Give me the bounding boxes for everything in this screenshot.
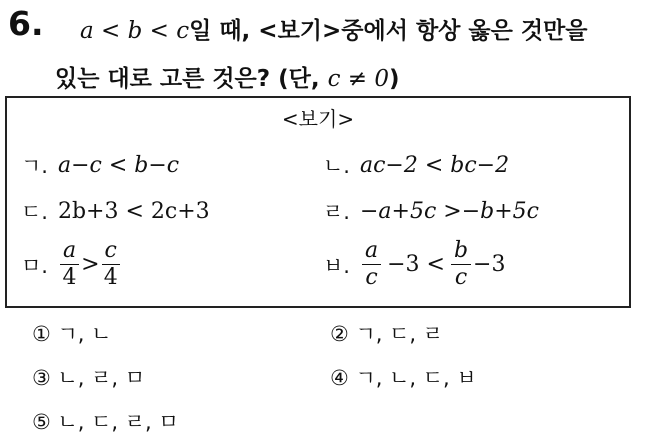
question-number: 6. [8,4,44,43]
fraction [362,238,381,291]
bogi-item-rieul [323,196,539,226]
denominator: c [454,265,468,290]
bogi-item-bieup [323,238,505,291]
item-mark: ㄹ. [323,200,350,224]
denominator: c [365,265,378,290]
choice-2[interactable]: ② ㄱ, ㄷ, ㄹ [330,322,444,346]
question-line-1 [80,12,587,45]
numerator: a [60,238,79,265]
question-text-end: ) [389,66,400,92]
denominator: 4 [103,265,118,290]
item-expression: ac−2 < bc−2 [359,152,510,178]
question-text-1: 일 때, <보기>중에서 항상 옳은 것만을 [189,18,588,44]
bogi-item-nieun [323,150,509,180]
item-mark: ㅂ. [323,253,350,278]
tail-expression: −3 [473,252,506,277]
fraction [102,238,120,291]
item-expression [58,238,122,291]
numerator: c [102,238,120,265]
bogi-title: <보기> [281,107,355,131]
bogi-box [5,96,631,308]
item-expression [360,238,506,291]
bogi-item-digeut [21,196,210,226]
bogi-item-giyeok [21,150,179,180]
operator: > [81,252,100,277]
item-expression: 2b+3 < 2c+3 [57,198,210,224]
condition-nonzero: c ≠ 0 [327,66,390,92]
condition-inequality: a < b < c [80,18,190,44]
item-mark: ㄴ. [323,154,350,178]
fraction [60,238,79,291]
item-expression: a−c < b−c [57,152,180,178]
choice-1[interactable]: ① ㄱ, ㄴ [32,322,112,346]
choice-4[interactable]: ④ ㄱ, ㄴ, ㄷ, ㅂ [330,366,477,390]
denominator: 4 [62,265,77,290]
numerator: b [451,238,471,265]
choice-5[interactable]: ⑤ ㄴ, ㄷ, ㄹ, ㅁ [32,410,179,434]
question-text-2: 있는 대로 고른 것은? (단, [55,66,328,92]
bogi-item-mieum [21,238,122,291]
middle-expression: −3 < [387,252,445,277]
item-expression: −a+5c >−b+5c [359,198,539,224]
question-line-2 [55,60,400,93]
item-mark: ㄱ. [21,154,48,178]
numerator: a [362,238,381,265]
choice-3[interactable]: ③ ㄴ, ㄹ, ㅁ [32,366,146,390]
fraction [451,238,471,291]
item-mark: ㄷ. [21,200,48,224]
item-mark: ㅁ. [21,253,48,278]
